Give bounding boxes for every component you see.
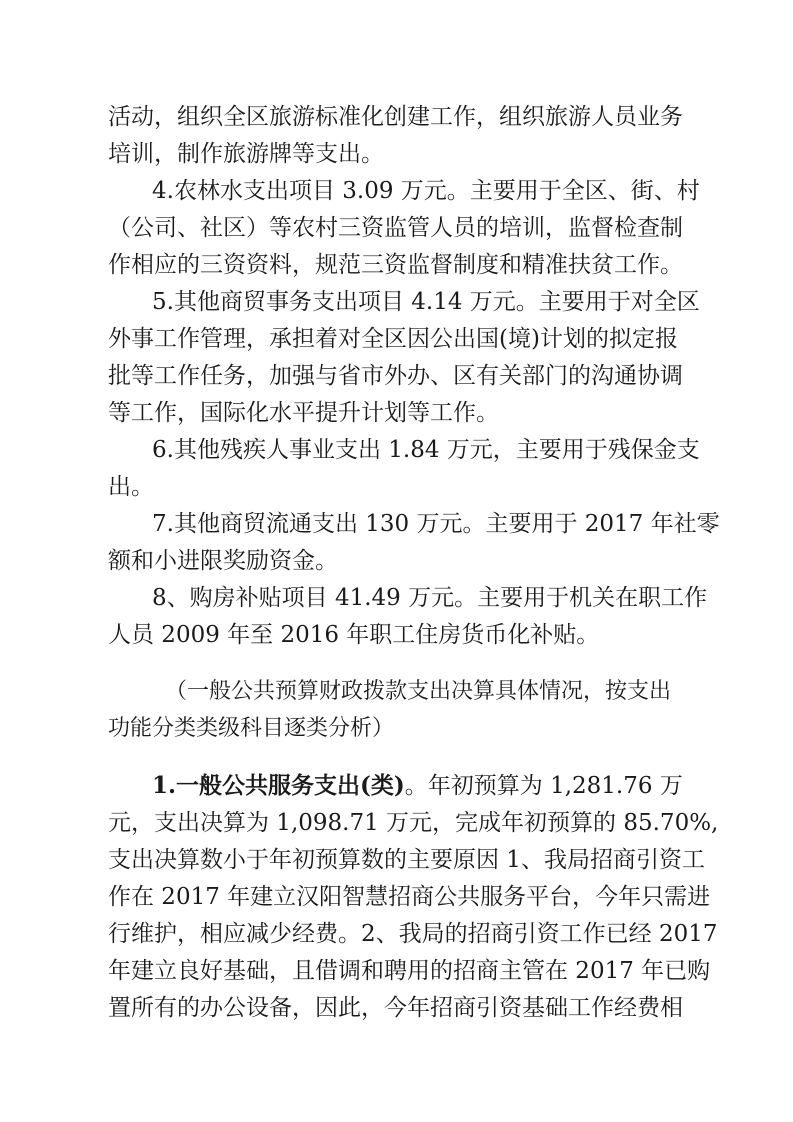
paragraph-line: 行维护，相应减少经费。2、我局的招商引资工作已经 2017 <box>108 921 718 947</box>
paragraph-line: 5.其他商贸事务支出项目 4.14 万元。主要用于对全区 <box>152 289 700 315</box>
paragraph-line: 作在 2017 年建立汉阳智慧招商公共服务平台，今年只需进 <box>108 884 711 910</box>
section-text: 。年初预算为 1,281.76 万 <box>404 773 683 799</box>
paragraph-line: （公司、社区）等农村三资监管人员的培训，监督检查制 <box>108 215 683 241</box>
paragraph-line: 支出决算数小于年初预算数的主要原因 1、我局招商引资工 <box>108 847 705 873</box>
paragraph-line: 7.其他商贸流通支出 130 万元。主要用于 2017 年社零 <box>152 511 720 537</box>
paragraph-line: 外事工作管理，承担着对全区因公出国(境)计划的拟定报 <box>108 326 678 352</box>
paragraph-line: 额和小进限奖励资金。 <box>108 548 338 574</box>
paragraph-line: 活动，组织全区旅游标准化创建工作，组织旅游人员业务 <box>108 104 683 130</box>
paragraph-line: 作相应的三资资料，规范三资监督制度和精准扶贫工作。 <box>108 252 683 278</box>
paragraph-line: 人员 2009 年至 2016 年职工住房货币化补贴。 <box>108 622 600 648</box>
paragraph-line: 元，支出决算为 1,098.71 万元，完成年初预算的 85.70%, <box>108 810 719 836</box>
note-line: 功能分类类级科目逐类分析） <box>108 716 395 741</box>
paragraph-line: 年建立良好基础，且借调和聘用的招商主管在 2017 年已购 <box>108 958 711 984</box>
paragraph-line: 等工作，国际化水平提升计划等工作。 <box>108 400 499 426</box>
note-line: （一般公共预算财政拨款支出决算具体情况，按支出 <box>165 679 672 704</box>
paragraph-line: 6.其他残疾人事业支出 1.84 万元，主要用于残保金支 <box>152 437 700 463</box>
paragraph-line: 批等工作任务，加强与省市外办、区有关部门的沟通协调 <box>108 363 683 389</box>
paragraph-line: 4.农林水支出项目 3.09 万元。主要用于全区、街、村 <box>152 178 700 204</box>
paragraph-line: 出。 <box>108 474 154 500</box>
paragraph-line: 置所有的办公设备，因此，今年招商引资基础工作经费相 <box>108 995 683 1021</box>
section-line <box>152 772 683 800</box>
paragraph-line: 培训，制作旅游牌等支出。 <box>108 141 384 167</box>
section-heading: 1.一般公共服务支出(类) <box>152 772 405 799</box>
paragraph-line: 8、购房补贴项目 41.49 万元。主要用于机关在职工作 <box>152 585 708 611</box>
